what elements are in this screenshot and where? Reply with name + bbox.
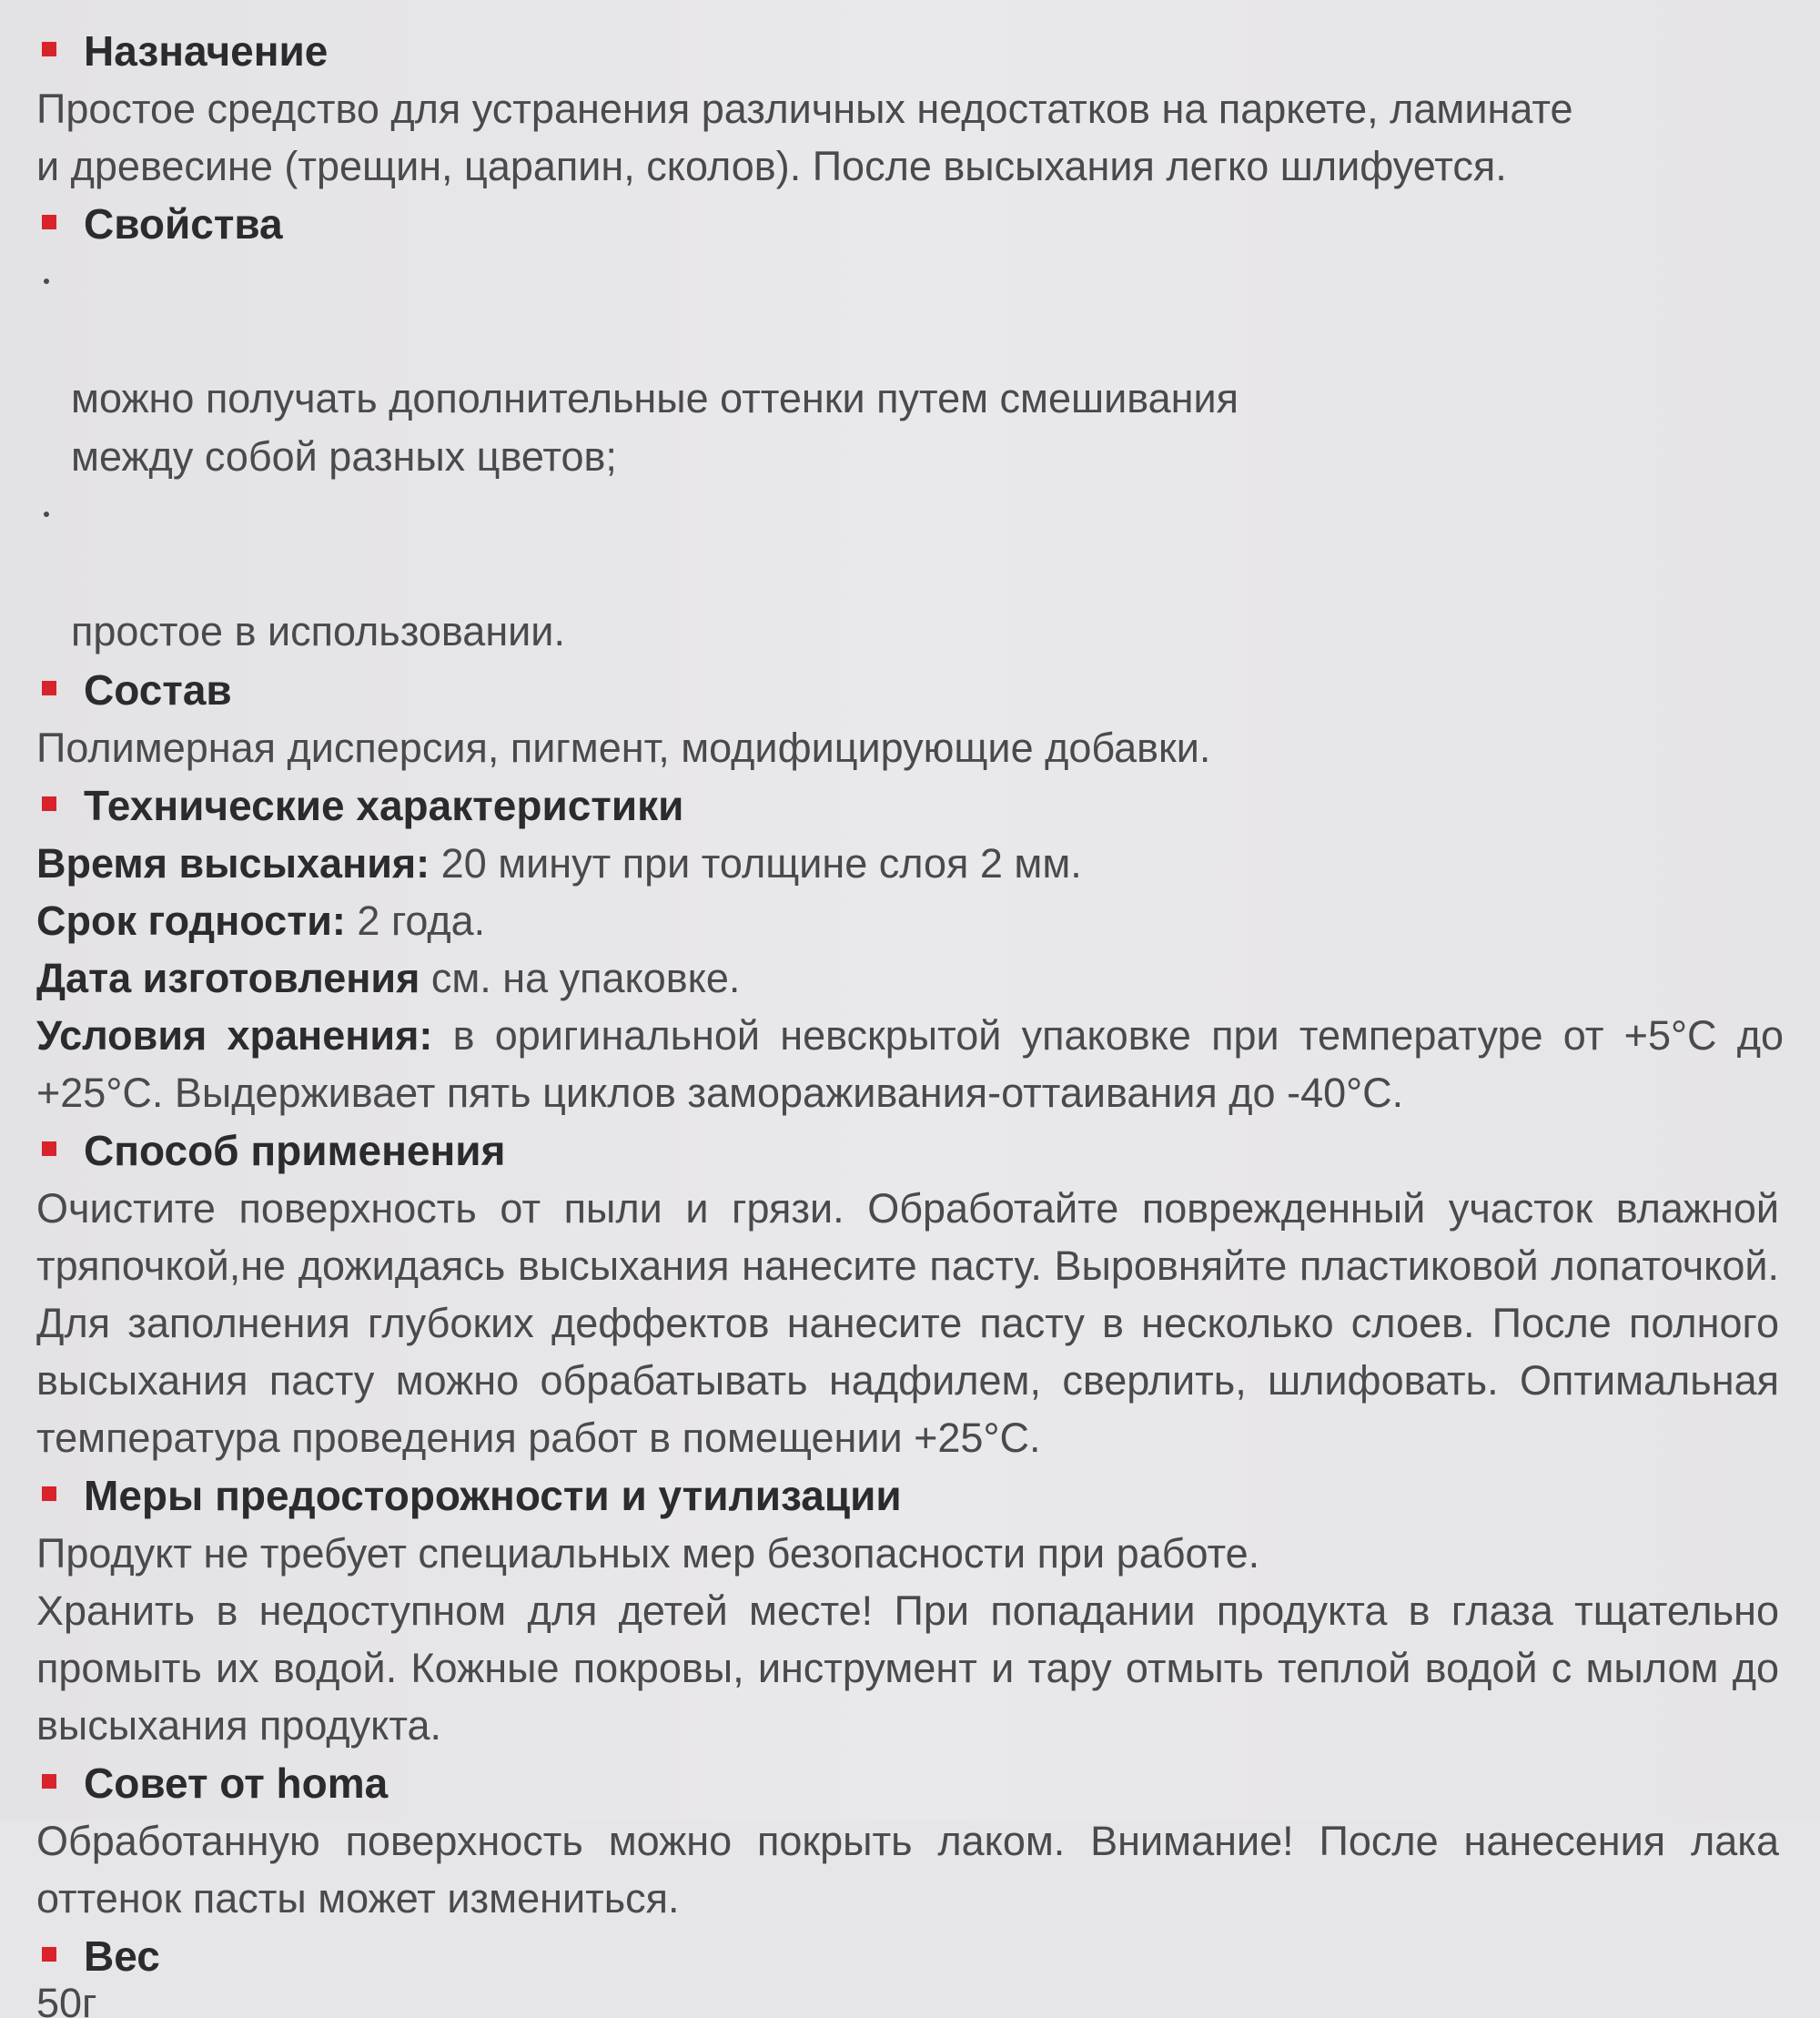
red-square-bullet-icon	[42, 1947, 56, 1962]
spec-label: Условия хранения:	[36, 1012, 433, 1059]
spec-value: в оригинальной невскрытой упаковке при температуре от +5°С до +25°С. Выдерживает пять циклов замораживания-оттаивания до -40°С.	[36, 1012, 1784, 1116]
weight-value: 50г	[36, 1985, 97, 2018]
bullet-dot-icon	[44, 279, 49, 284]
heading-text: Совет от homa	[84, 1759, 389, 1807]
spec-drying-time	[36, 835, 1795, 892]
section-heading-specs	[36, 776, 1795, 835]
red-square-bullet-icon	[42, 1774, 56, 1789]
composition-text: Полимерная дисперсия, пигмент, модифицирующие добавки.	[36, 725, 1211, 771]
application-text: Очистите поверхность от пыли и грязи. Обработайте поврежденный участок влажной тряпочкой,не дожидаясь высыхания нанесите пасту. Выровняйте пластиковой лопаточкой. Для заполнения глубоких деффектов нанесите пасту в несколько слоев. После полного высыхания пасту можно обрабатывать надфилем, сверлить, шлифовать. Оптимальная температура проведения работ в помещении +25°С.	[36, 1185, 1779, 1461]
spec-value: 2 года.	[345, 897, 486, 944]
red-square-bullet-icon	[42, 796, 56, 811]
section-heading-composition	[36, 661, 1795, 719]
section-heading-advice	[36, 1754, 1795, 1812]
spec-label: Срок годности:	[36, 897, 346, 944]
heading-text: Меры предосторожности и утилизации	[84, 1472, 902, 1519]
red-square-bullet-icon	[42, 215, 56, 229]
spec-storage-conditions	[36, 1007, 1784, 1121]
list-item	[36, 253, 1795, 486]
list-item	[36, 486, 1795, 661]
heading-text: Свойства	[84, 200, 283, 248]
red-square-bullet-icon	[42, 1486, 56, 1501]
advice-text: Обработанную поверхность можно покрыть лаком. Внимание! После нанесения лака оттенок пасты может измениться.	[36, 1818, 1779, 1922]
red-square-bullet-icon	[42, 42, 56, 56]
properties-list	[36, 253, 1795, 661]
section-heading-weight	[36, 1927, 1795, 1985]
heading-text: Вес	[84, 1932, 160, 1980]
section-heading-purpose	[36, 22, 1795, 80]
list-item-text: можно получать дополнительные оттенки путем смешивания между собой разных цветов;	[71, 375, 1239, 480]
purpose-text-line-2: и древесине (трещин, царапин, сколов). После высыхания легко шлифуется.	[36, 143, 1507, 189]
spec-manufacture-date	[36, 949, 1795, 1007]
heading-text: Способ применения	[84, 1127, 506, 1174]
section-heading-properties	[36, 195, 1795, 253]
purpose-text-line-1: Простое средство для устранения различных недостатков на паркете, ламинате	[36, 86, 1573, 132]
list-item-text: простое в использовании.	[71, 608, 565, 654]
heading-text: Технические характеристики	[84, 782, 684, 829]
heading-text: Назначение	[84, 27, 329, 75]
heading-text: Состав	[84, 666, 232, 714]
precautions-text-2: Хранить в недоступном для детей месте! При попадании продукта в глаза тщательно промыть их водой. Кожные покровы, инструмент и тару отмыть теплой водой с мылом до высыхания продукта.	[36, 1587, 1779, 1749]
spec-value: 20 минут при толщине слоя 2 мм.	[430, 840, 1082, 887]
red-square-bullet-icon	[42, 1141, 56, 1156]
spec-label: Дата изготовления	[36, 955, 420, 1001]
precautions-text-1: Продукт не требует специальных мер безопасности при работе.	[36, 1530, 1260, 1577]
red-square-bullet-icon	[42, 681, 56, 695]
spec-label: Время высыхания:	[36, 840, 430, 887]
section-heading-application	[36, 1121, 1795, 1180]
spec-value: см. на упаковке.	[420, 955, 741, 1001]
bullet-dot-icon	[44, 512, 49, 517]
spec-shelf-life	[36, 892, 1795, 949]
section-heading-precautions	[36, 1466, 1795, 1525]
